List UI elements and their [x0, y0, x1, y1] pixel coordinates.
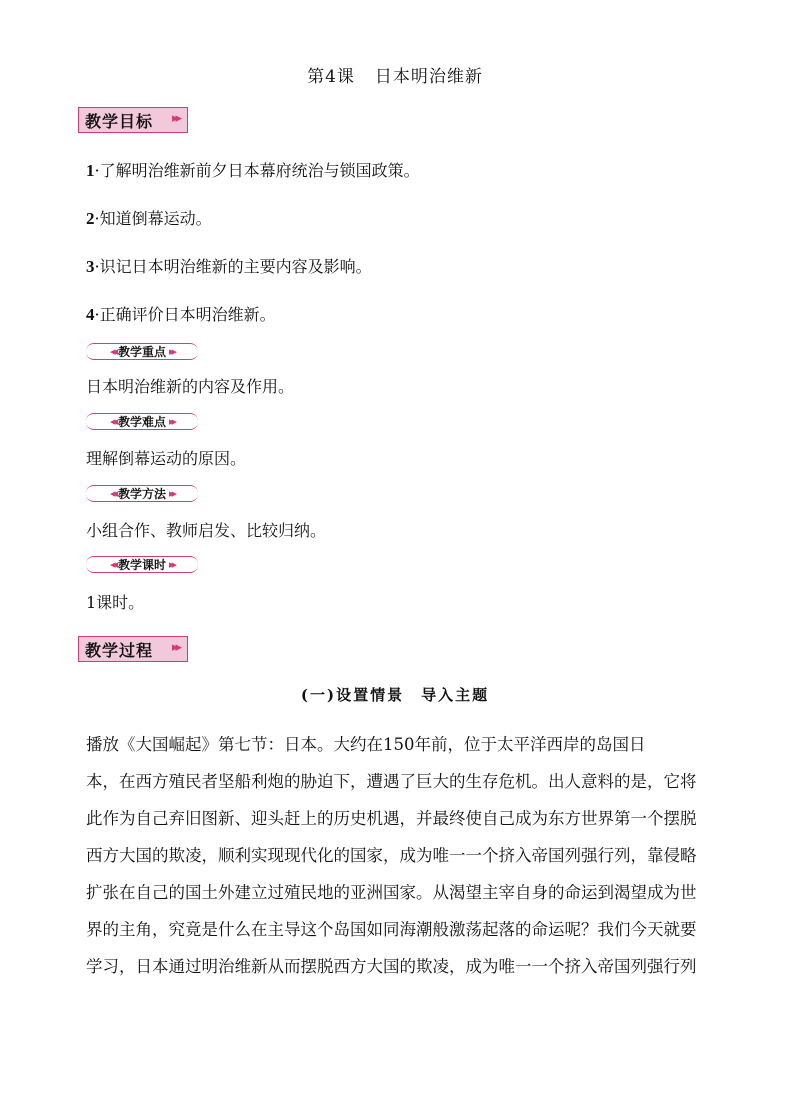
- paragraph-line: 播放《大国崛起》第七节：日本。大约在150年前，位于太平洋西岸的岛国日: [86, 735, 646, 754]
- goal-text: ·了解明治维新前夕日本幕府统治与锁国政策。: [94, 161, 420, 180]
- goal-item-4: [86, 302, 276, 325]
- tag-label: 教学方法: [117, 487, 166, 501]
- double-left-arrow-icon: ◂◂: [109, 345, 115, 358]
- double-left-arrow-icon: ◂◂: [109, 415, 115, 428]
- double-left-arrow-icon: ◂◂: [109, 487, 115, 500]
- tag-key-points: [86, 343, 198, 360]
- hours-text: 1课时。: [86, 593, 145, 612]
- double-right-arrow-icon: ▸▸: [169, 415, 175, 428]
- goal-item-1: [86, 158, 420, 181]
- section-header-goals: [78, 107, 188, 133]
- goal-number: 3: [86, 257, 95, 276]
- goal-text: ·知道倒幕运动。: [94, 209, 212, 228]
- section-header-label: 教学过程: [85, 640, 154, 660]
- double-right-arrow-icon: ▸▸: [169, 345, 175, 358]
- goal-number: 1: [86, 161, 95, 180]
- double-right-arrow-icon: ▸▸: [169, 558, 175, 571]
- double-arrow-icon: ▸▸: [171, 111, 180, 126]
- goal-item-3: [86, 254, 372, 277]
- difficulties-text: 理解倒幕运动的原因。: [86, 449, 247, 468]
- goal-number: 2: [86, 209, 95, 228]
- goal-text: ·识记日本明治维新的主要内容及影响。: [94, 257, 372, 276]
- double-arrow-icon: ▸▸: [171, 640, 180, 655]
- tag-difficulties: [86, 413, 198, 430]
- subsection-title: (一)设置情景 导入主题: [300, 686, 490, 704]
- paragraph-line: 本，在西方殖民者坚船利炮的胁迫下，遭遇了巨大的生存危机。出人意料的是，它将: [86, 772, 697, 791]
- tag-label: 教学难点: [117, 415, 166, 429]
- paragraph-line: 界的主角，究竟是什么在主导这个岛国如同海潮般激荡起落的命运呢？我们今天就要: [86, 920, 697, 939]
- methods-text: 小组合作、教师启发、比较归纳。: [86, 521, 327, 540]
- paragraph-line: 此作为自己弃旧图新、迎头赶上的历史机遇，并最终使自己成为东方世界第一个摆脱: [86, 809, 697, 828]
- intro-paragraph: [86, 726, 742, 985]
- paragraph-line: 学习，日本通过明治维新从而摆脱西方大国的欺凌，成为唯一一个挤入帝国列强行列: [86, 957, 697, 976]
- section-header-process: [78, 636, 188, 662]
- key-points-text: 日本明治维新的内容及作用。: [86, 377, 295, 396]
- goal-item-2: [86, 206, 212, 229]
- section-header-label: 教学目标: [85, 111, 154, 131]
- paragraph-line: 西方大国的欺凌，顺利实现现代化的国家，成为唯一一个挤入帝国列强行列，靠侵略: [86, 846, 697, 865]
- lesson-title: [0, 62, 790, 87]
- tag-hours: [86, 556, 198, 573]
- lesson-name: 日本明治维新: [374, 67, 483, 87]
- double-right-arrow-icon: ▸▸: [169, 487, 175, 500]
- goal-text: ·正确评价日本明治维新。: [94, 305, 276, 324]
- tag-methods: [86, 485, 198, 502]
- double-left-arrow-icon: ◂◂: [109, 558, 115, 571]
- paragraph-line: 扩张在自己的国土外建立过殖民地的亚洲国家。从渴望主宰自身的命运到渴望成为世: [86, 883, 697, 902]
- lesson-number: 第4课: [307, 67, 355, 87]
- goal-number: 4: [86, 305, 95, 324]
- tag-label: 教学课时: [117, 558, 166, 572]
- tag-label: 教学重点: [117, 345, 166, 359]
